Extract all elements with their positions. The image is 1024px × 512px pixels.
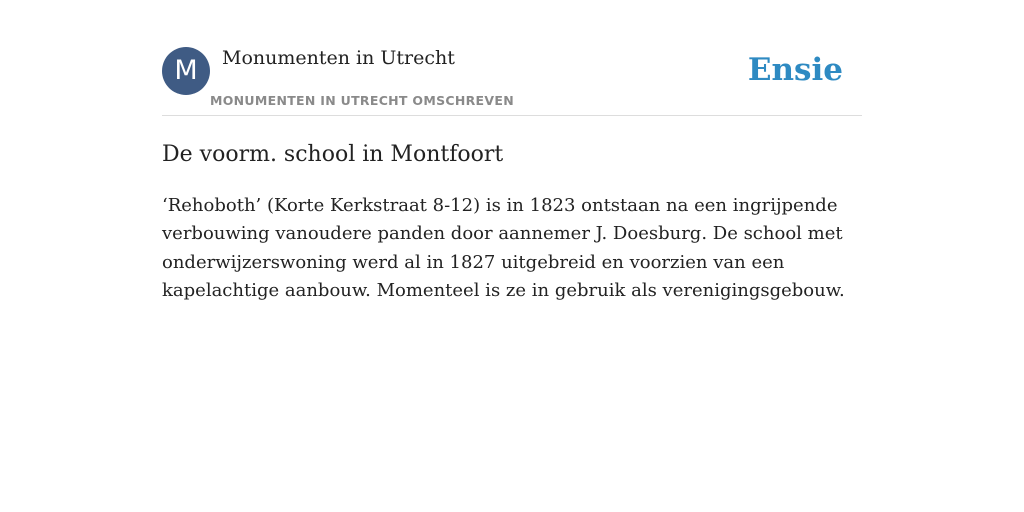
avatar[interactable]: M [162, 47, 210, 95]
article-title: De voorm. school in Montfoort [162, 142, 504, 167]
article-body: ‘Rehoboth’ (Korte Kerkstraat 8-12) is in 1823 ontstaan na een ingrijpende verbouwing vanoudere panden door aannemer J. Doesburg. De school met onderwijzerswoning werd al in 1827 uitgebreid en voorzien van een kapelachtige aanbouw. Momenteel is ze in gebruik als verenigingsgebouw. [162, 195, 845, 301]
header [162, 0, 862, 116]
channel-subtitle: MONUMENTEN IN UTRECHT OMSCHREVEN [210, 93, 514, 108]
page-container [162, 0, 862, 301]
channel-title[interactable]: Monumenten in Utrecht [222, 47, 455, 69]
ensie-logo-link[interactable]: Ensie [747, 52, 843, 88]
